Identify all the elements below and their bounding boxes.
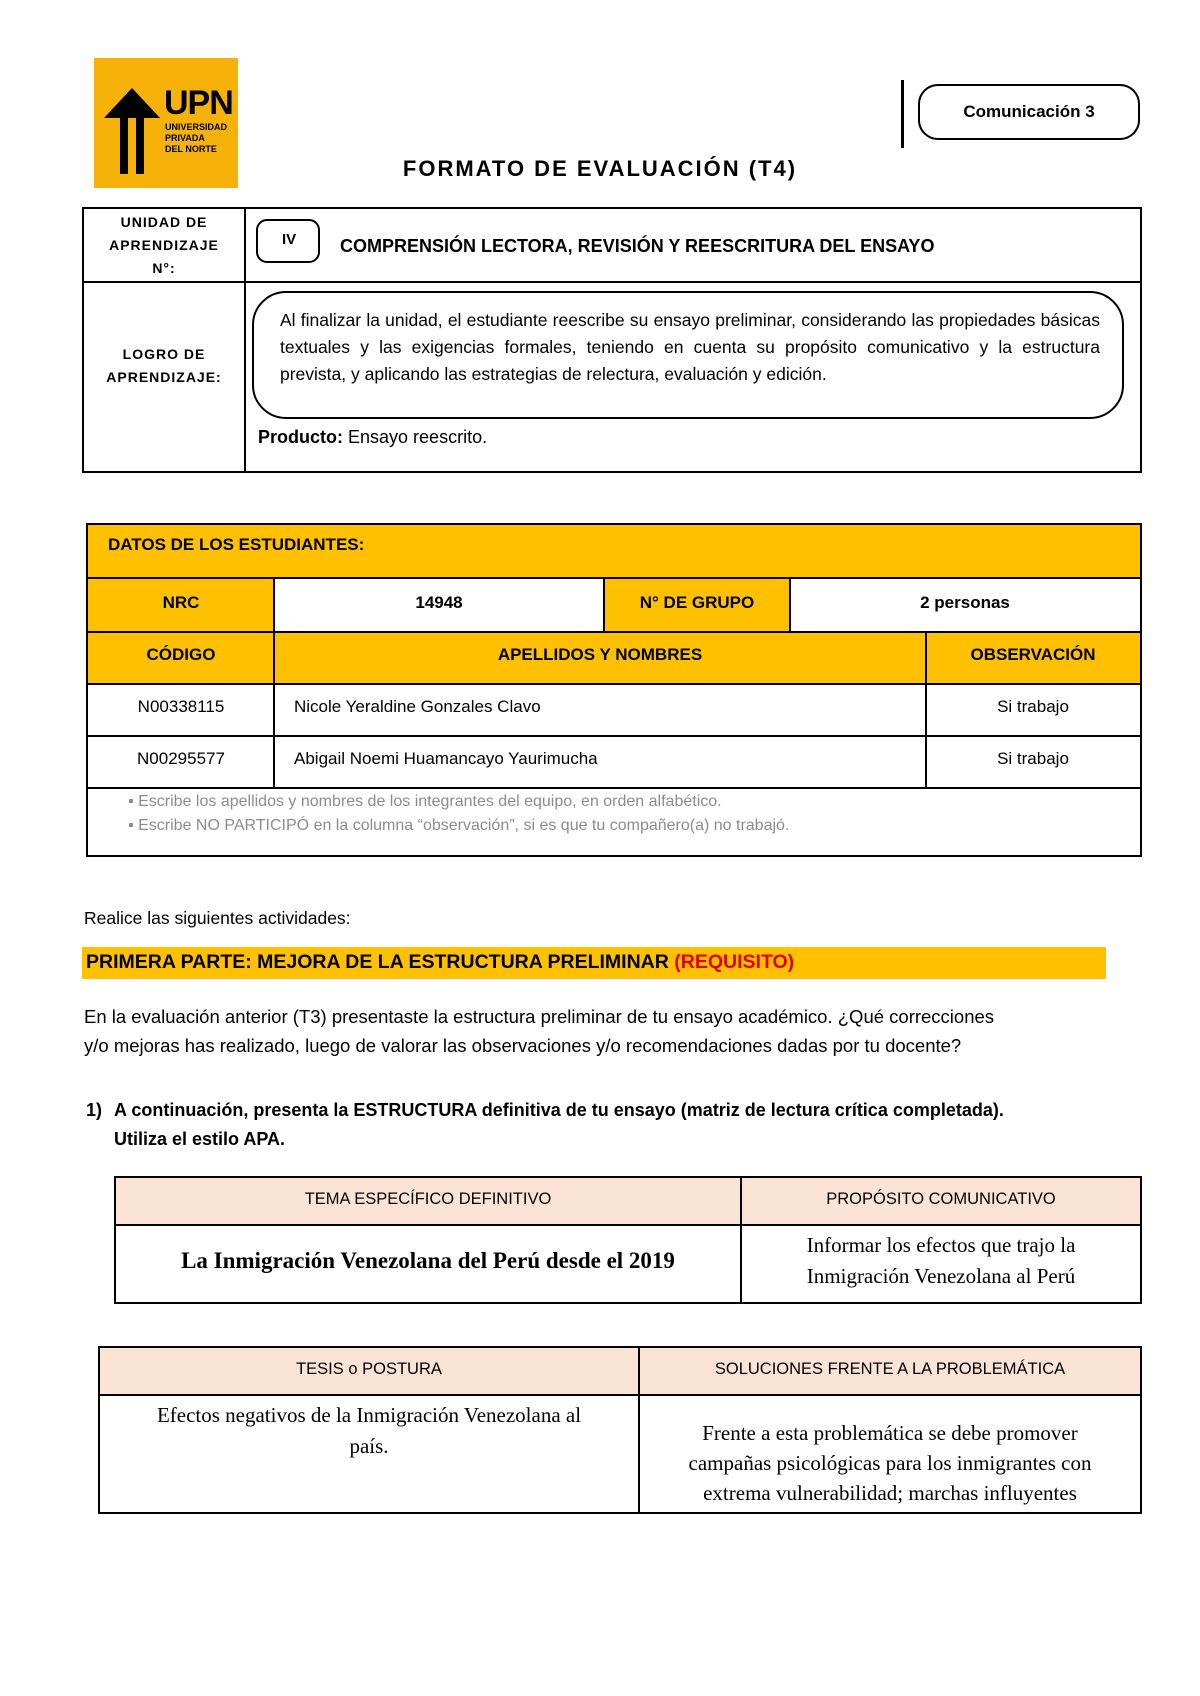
note-line: ▪ Escribe los apellidos y nombres de los integrantes del equipo, en orden alfabético. [128,793,722,810]
topic-value: La Inmigración Venezolana del Perú desde el 2019 [181,1248,675,1273]
unit-info-box [82,207,1142,473]
question-text: A continuación, presenta la ESTRUCTURA definitiva de tu ensayo (matriz de lectura crítica completada). Utiliza el estilo APA. [114,1100,1004,1149]
solutions-header: SOLUCIONES FRENTE A LA PROBLEMÁTICA [714,1360,1066,1378]
page-title: FORMATO DE EVALUACIÓN (T4) [402,156,798,181]
table-row-code: N00338115 [137,697,225,716]
logo-wordmark: UPN [164,84,233,122]
table-row-name: Nicole Yeraldine Gonzales Clavo [294,697,541,716]
table-row-code: N00295577 [137,749,225,768]
topic-header: TEMA ESPECÍFICO DEFINITIVO [304,1190,552,1208]
logro-text: Al finalizar la unidad, el estudiante reescribe su ensayo preliminar, considerando las propiedades básicas textuales y las exigencias formales, teniendo en cuenta su propósito comunicativo y la estructura prevista, y aplicando las estrategias de relectura, evaluación y edición. [252,291,1124,419]
logo-subtitle: UNIVERSIDAD PRIVADA DEL NORTE [165,122,228,154]
logro-label: LOGRO DE APRENDIZAJE: [106,346,222,385]
activities-intro: Realice las siguientes actividades: [84,908,351,928]
section-title: PRIMERA PARTE: MEJORA DE LA ESTRUCTURA PRELIMINAR (REQUISITO) [86,951,795,973]
col-header-obs: OBSERVACIÓN [926,633,1140,685]
table-row-obs: Si trabajo [997,697,1069,716]
table-row-name: Abigail Noemi Huamancayo Yaurimucha [294,749,598,768]
table-row-obs: Si trabajo [997,749,1069,768]
part1-intro: En la evaluación anterior (T3) presentaste la estructura preliminar de tu ensayo académico. ¿Qué correcciones y/o mejoras has realizado, luego de valorar las observaciones y/o recomendaciones dadas por tu docente? [84,1006,995,1056]
purpose-header: PROPÓSITO COMUNICATIVO [826,1190,1056,1208]
topic-table [114,1176,1142,1304]
producto: Producto: Ensayo reescrito. [258,427,488,447]
header-divider [901,80,904,148]
col-header-code: CÓDIGO [88,633,274,685]
course-badge: Comunicación 3 [918,84,1140,140]
nrc-value: 14948 [415,593,463,612]
thesis-header: TESIS o POSTURA [296,1360,442,1378]
unit-title: COMPRENSIÓN LECTORA, REVISIÓN Y REESCRITURA DEL ENSAYO [340,236,935,256]
nrc-label: NRC [88,579,274,633]
question-number: 1) [86,1100,103,1120]
col-header-name: APELLIDOS Y NOMBRES [274,633,926,685]
note-line: ▪ Escribe NO PARTICIPÓ en la columna “observación”, si es que tu compañero(a) no trabajó. [128,817,790,834]
purpose-value: Informar los efectos que trajo la Inmigración Venezolana al Perú [806,1233,1076,1288]
students-section-title: DATOS DE LOS ESTUDIANTES: [108,535,365,554]
unit-label: UNIDAD DE APRENDIZAJE N°: [109,214,219,276]
thesis-table [98,1346,1142,1514]
students-table [86,523,1142,857]
thesis-value: Efectos negativos de la Inmigración Venezolana al país. [156,1403,582,1458]
solutions-value: Frente a esta problemática se debe promover campañas psicológicas para los inmigrantes con extrema vulnerabilidad; marchas influyentes [688,1421,1092,1505]
group-value: 2 personas [920,593,1010,612]
group-label: N° DE GRUPO [604,579,790,633]
unit-number: IV [256,219,320,263]
